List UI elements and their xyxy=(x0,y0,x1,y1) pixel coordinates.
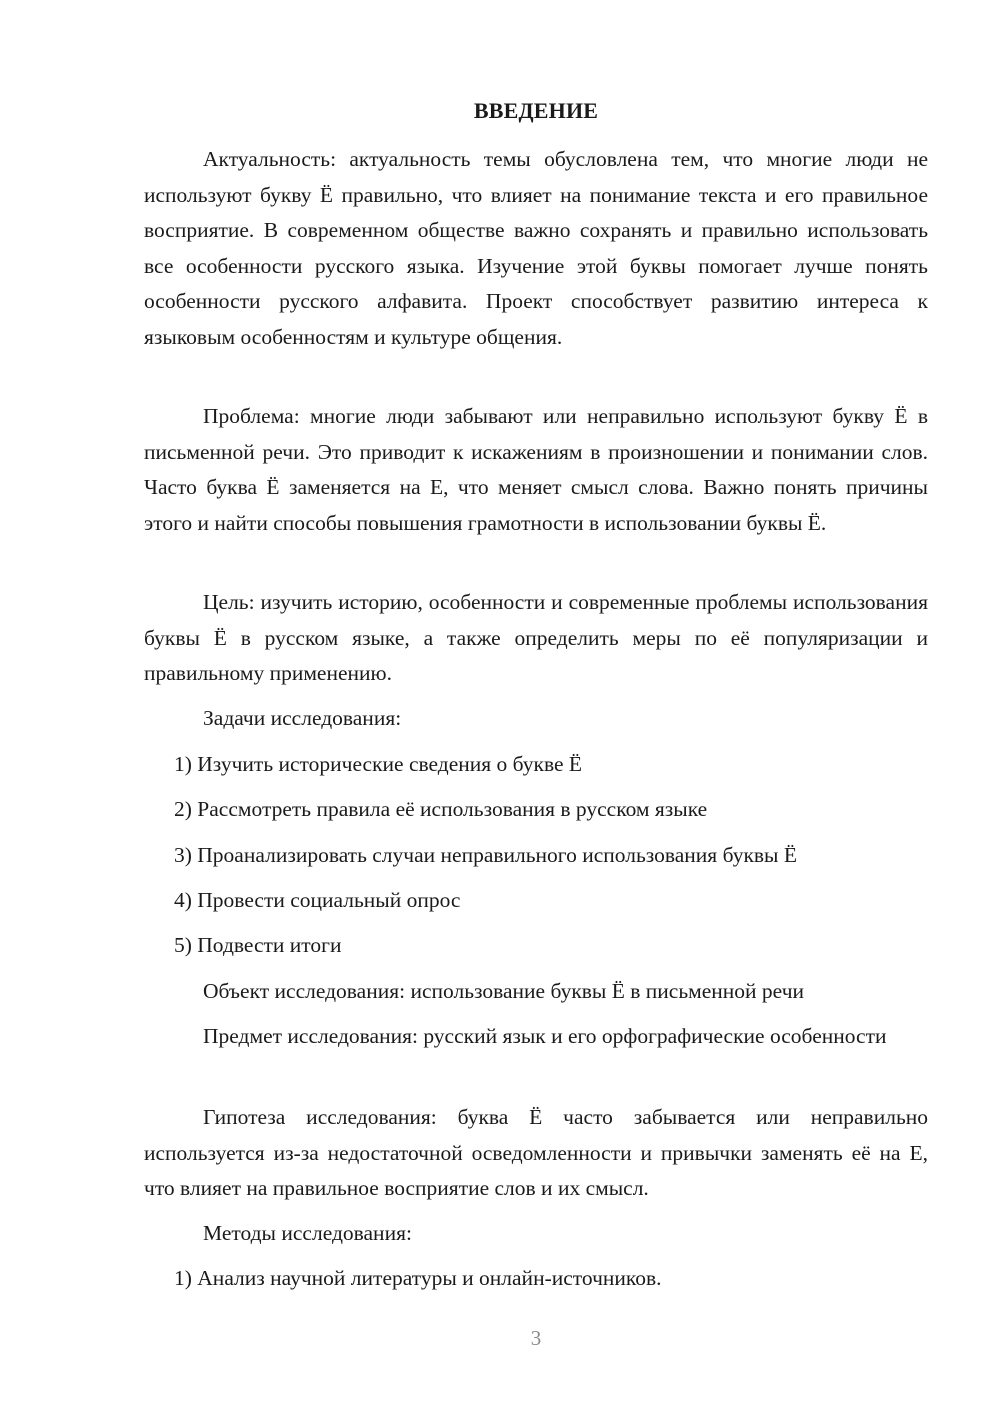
task-item: 4) Провести социальный опрос xyxy=(174,888,461,912)
task-item: 3) Проанализировать случаи неправильного использования буквы Ё xyxy=(174,843,797,867)
task-item: 2) Рассмотреть правила её использования в русском языке xyxy=(174,797,708,821)
section-title: ВВЕДЕНИЕ xyxy=(473,98,599,123)
research-subject: Предмет исследования: русский язык и его орфографические особенности xyxy=(203,1024,887,1048)
task-item: 1) Изучить исторические сведения о букве Ё xyxy=(174,752,583,776)
methods-label: Методы исследования: xyxy=(203,1221,412,1245)
relevance-paragraph: Актуальность: актуальность темы обусловлена тем, что многие люди не используют букву Ё правильно, что влияет на понимание текста и его правильное восприятие. В современном обществе важно сохранять и правильно использовать все особенности русского языка. Изучение этой буквы помогает лучше понять особенности русского алфавита. Проект способствует развитию интереса к языковым особенностям и культуре общения. xyxy=(144,147,928,349)
page-number: 3 xyxy=(530,1326,542,1350)
goal-paragraph: Цель: изучить историю, особенности и современные проблемы использования буквы Ё в русском языке, а также определить меры по её популяризации и правильному применению. xyxy=(144,590,928,685)
problem-paragraph: Проблема: многие люди забывают или неправильно используют букву Ё в письменной речи. Это приводит к искажениям в произношении и понимании слов. Часто буква Ё заменяется на Е, что меняет смысл слова. Важно понять причины этого и найти способы повышения грамотности в использовании буквы Ё. xyxy=(144,404,928,535)
hypothesis-paragraph: Гипотеза исследования: буква Ё часто забывается или неправильно используется из-за недостаточной осведомленности и привычки заменять её на Е, что влияет на правильное восприятие слов и их смысл. xyxy=(144,1105,928,1200)
research-object: Объект исследования: использование буквы Ё в письменной речи xyxy=(203,979,805,1003)
method-item: 1) Анализ научной литературы и онлайн-источников. xyxy=(174,1266,662,1290)
tasks-label: Задачи исследования: xyxy=(203,706,402,730)
task-item: 5) Подвести итоги xyxy=(174,933,342,957)
